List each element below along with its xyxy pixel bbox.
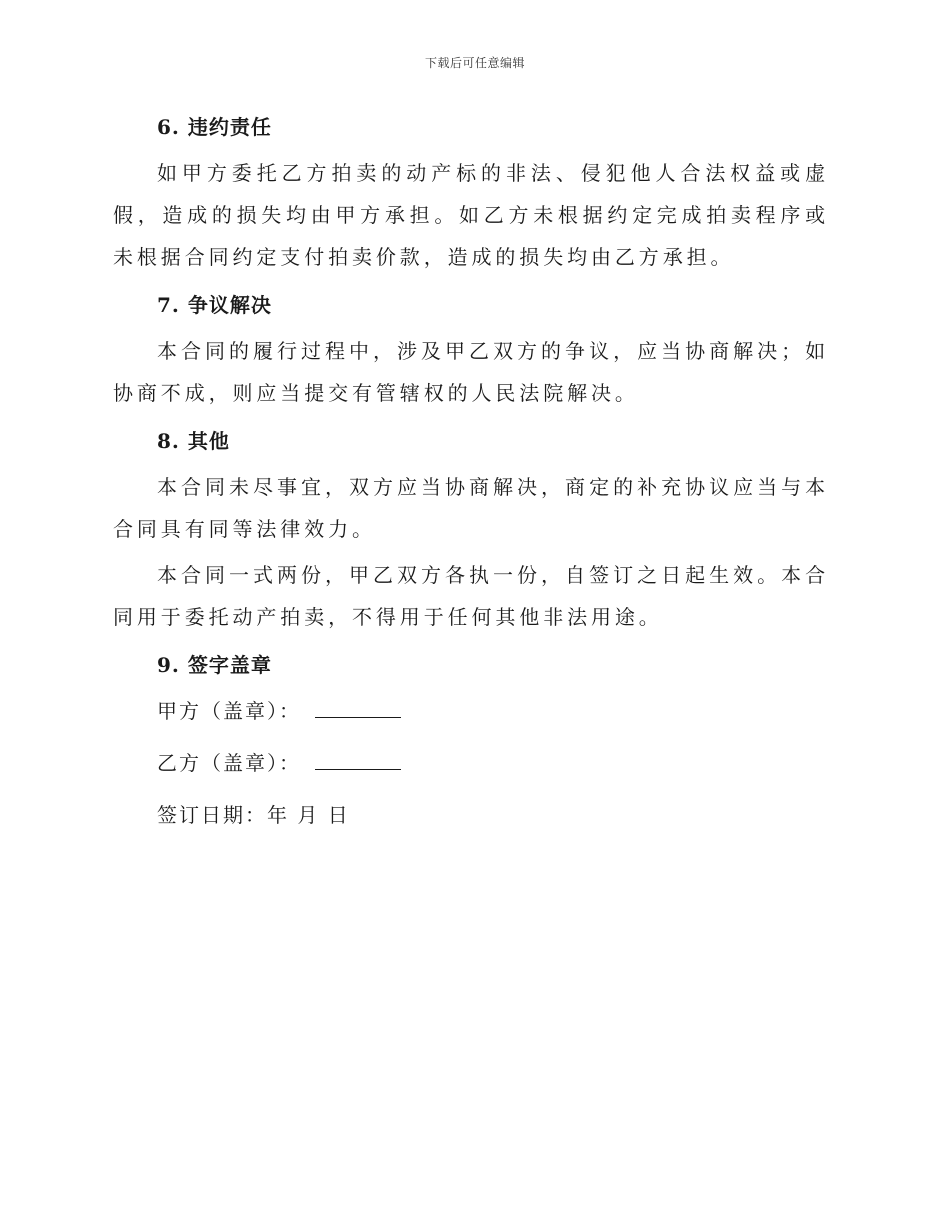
paragraph: 本合同一式两份，甲乙双方各执一份，自签订之日起生效。本合同用于委托动产拍卖，不得用于任何其他非法用途。 <box>113 563 829 629</box>
document-body <box>113 112 829 848</box>
paragraph: 如甲方委托乙方拍卖的动产标的非法、侵犯他人合法权益或虚假，造成的损失均由甲方承担。如乙方未根据约定完成拍卖程序或未根据合同约定支付拍卖价款，造成的损失均由乙方承担。 <box>113 161 829 269</box>
party-a-signature-line <box>157 690 829 732</box>
party-a-label: 甲方（盖章）： <box>157 699 301 723</box>
paragraph: 本合同的履行过程中，涉及甲乙双方的争议，应当协商解决；如协商不成，则应当提交有管辖权的人民法院解决。 <box>113 339 829 405</box>
section-heading: 6. 违约责任 <box>157 115 272 139</box>
section-heading: 7. 争议解决 <box>157 293 272 317</box>
sign-date-line <box>157 794 829 836</box>
section-breach-liability <box>113 112 829 278</box>
sign-date-label: 签订日期：年 月 日 <box>157 803 350 827</box>
section-heading: 9. 签字盖章 <box>157 653 272 677</box>
section-heading: 8. 其他 <box>157 429 230 453</box>
party-b-blank[interactable] <box>315 749 401 770</box>
section-dispute-resolution <box>113 290 829 414</box>
section-signature <box>113 650 829 836</box>
header-note: 下载后可任意编辑 <box>424 56 525 70</box>
party-b-label: 乙方（盖章）： <box>157 751 301 775</box>
paragraph: 本合同未尽事宜，双方应当协商解决，商定的补充协议应当与本合同具有同等法律效力。 <box>113 475 829 541</box>
party-a-blank[interactable] <box>315 697 401 718</box>
party-b-signature-line <box>157 742 829 784</box>
section-other <box>113 426 829 638</box>
